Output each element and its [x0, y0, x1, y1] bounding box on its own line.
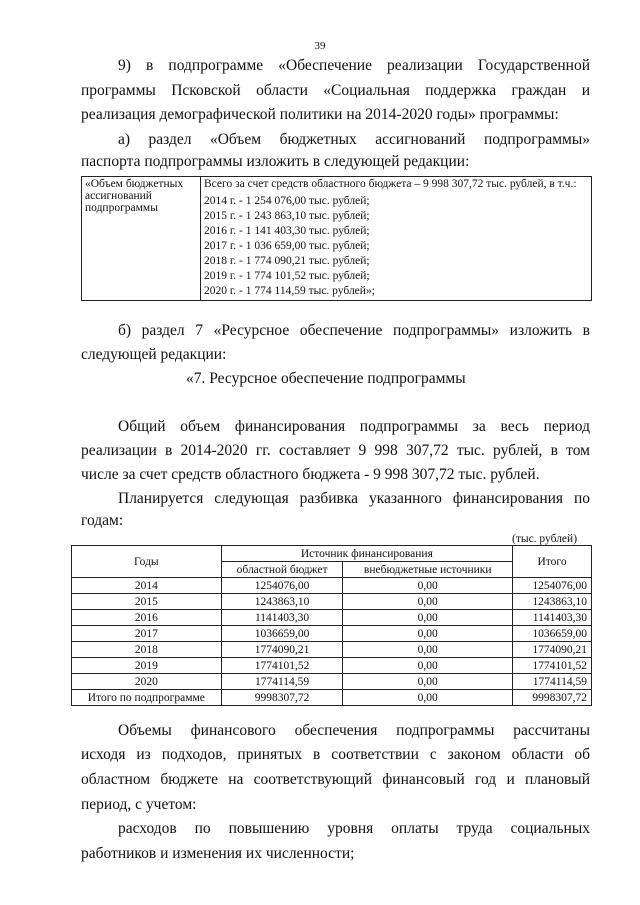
header-offbudget: внебюджетные источники [343, 562, 513, 578]
closing-p1-line3: областном бюджете на соответствующий финансовый год и плановый [81, 771, 590, 788]
closing-p1-line2: исходя из подходов, принятых в соответствии с законом области об [81, 746, 590, 763]
section9-line2: программы Псковской области «Социальная поддержка граждан и [81, 82, 590, 99]
cell-total: 1141403,30 [513, 610, 592, 626]
header-years: Годы [72, 546, 222, 578]
passport-year-2017: 2017 г. - 1 036 659,00 тыс. рублей; [204, 240, 370, 252]
closing-p2-line2: работников и изменения их численности; [81, 845, 355, 862]
table-row [72, 642, 592, 658]
cell-offbudget: 0,00 [343, 594, 513, 610]
cell-regional: 1141403,30 [221, 610, 343, 626]
cell-regional: 1243863,10 [221, 594, 343, 610]
cell-regional: 1774090,21 [221, 642, 343, 658]
cell-total: 1254076,00 [513, 578, 592, 594]
cell-offbudget: 0,00 [343, 674, 513, 690]
passport-year-2020: 2020 г. - 1 774 114,59 тыс. рублей»; [204, 285, 375, 297]
passport-year-2014: 2014 г. - 1 254 076,00 тыс. рублей; [204, 195, 370, 207]
cell-total: 1036659,00 [513, 626, 592, 642]
cell-offbudget: 0,00 [343, 642, 513, 658]
item-b-line1: б) раздел 7 «Ресурсное обеспечение подпрограммы» изложить в [118, 322, 590, 339]
table-unit: (тыс. рублей) [512, 533, 578, 545]
table-row [72, 674, 592, 690]
body-p1-line2: реализации в 2014-2020 гг. составляет 9 998 307,72 тыс. рублей, в том [81, 442, 590, 459]
cell-offbudget: 0,00 [343, 658, 513, 674]
body-p1-line1: Общий объем финансирования подпрограммы за весь период [118, 418, 590, 435]
closing-p1-line1: Объемы финансового обеспечения подпрограммы рассчитаны [118, 722, 590, 739]
item-a-line1: а) раздел «Объем бюджетных ассигнований подпрограммы» [118, 131, 590, 148]
cell-offbudget: 0,00 [343, 578, 513, 594]
cell-total: 1774101,52 [513, 658, 592, 674]
cell-total: 9998307,72 [513, 690, 592, 706]
closing-p2-line1: расходов по повышению уровня оплаты труда социальных [118, 820, 590, 837]
cell-year: 2014 [72, 578, 222, 594]
page-number: 39 [314, 40, 326, 52]
cell-year: Итого по подпрограмме [72, 690, 222, 706]
table-row [72, 626, 592, 642]
cell-regional: 1774114,59 [221, 674, 343, 690]
closing-p1-line4: период, с учетом: [81, 796, 197, 813]
passport-year-2015: 2015 г. - 1 243 863,10 тыс. рублей; [204, 210, 370, 222]
cell-offbudget: 0,00 [343, 610, 513, 626]
item-b-line2: следующей редакции: [81, 346, 227, 363]
header-regional: областной бюджет [221, 562, 343, 578]
item-a-line2: паспорта подпрограммы изложить в следующей редакции: [81, 153, 470, 170]
cell-year: 2018 [72, 642, 222, 658]
header-source: Источник финансирования [221, 546, 512, 562]
body-p2-line2: годам: [81, 512, 124, 529]
cell-offbudget: 0,00 [343, 626, 513, 642]
table-row [72, 594, 592, 610]
passport-table [81, 176, 592, 301]
passport-values [201, 177, 592, 301]
cell-year: 2020 [72, 674, 222, 690]
cell-total: 1774114,59 [513, 674, 592, 690]
section9-line1: 9) в подпрограмме «Обеспечение реализации Государственной [118, 57, 590, 74]
table-row [72, 658, 592, 674]
cell-regional: 1254076,00 [221, 578, 343, 594]
cell-year: 2019 [72, 658, 222, 674]
section7-heading: «7. Ресурсное обеспечение подпрограммы [186, 370, 466, 387]
passport-year-2016: 2016 г. - 1 141 403,30 тыс. рублей; [204, 225, 370, 237]
cell-total: 1243863,10 [513, 594, 592, 610]
cell-regional: 1774101,52 [221, 658, 343, 674]
cell-year: 2016 [72, 610, 222, 626]
body-p2-line1: Планируется следующая разбивка указанного финансирования по [118, 490, 590, 507]
cell-total: 1774090,21 [513, 642, 592, 658]
cell-offbudget: 0,00 [343, 690, 513, 706]
body-p1-line3: числе за счет средств областного бюджета - 9 998 307,72 тыс. рублей. [81, 466, 540, 483]
table-row [72, 610, 592, 626]
table-row [72, 578, 592, 594]
passport-year-2018: 2018 г. - 1 774 090,21 тыс. рублей; [204, 255, 370, 267]
passport-label: «Объем бюджетных ассигнований подпрограммы [82, 177, 201, 301]
finance-table [71, 545, 592, 706]
section9-line3: реализация демографической политики на 2014-2020 годы» программы: [81, 106, 559, 123]
passport-year-2019: 2019 г. - 1 774 101,52 тыс. рублей; [204, 270, 370, 282]
cell-year: 2015 [72, 594, 222, 610]
cell-year: 2017 [72, 626, 222, 642]
table-total-row [72, 690, 592, 706]
cell-regional: 1036659,00 [221, 626, 343, 642]
header-total: Итого [513, 546, 592, 578]
passport-total: Всего за счет средств областного бюджета – 9 998 307,72 тыс. рублей, в т.ч.: [204, 178, 577, 190]
cell-regional: 9998307,72 [221, 690, 343, 706]
